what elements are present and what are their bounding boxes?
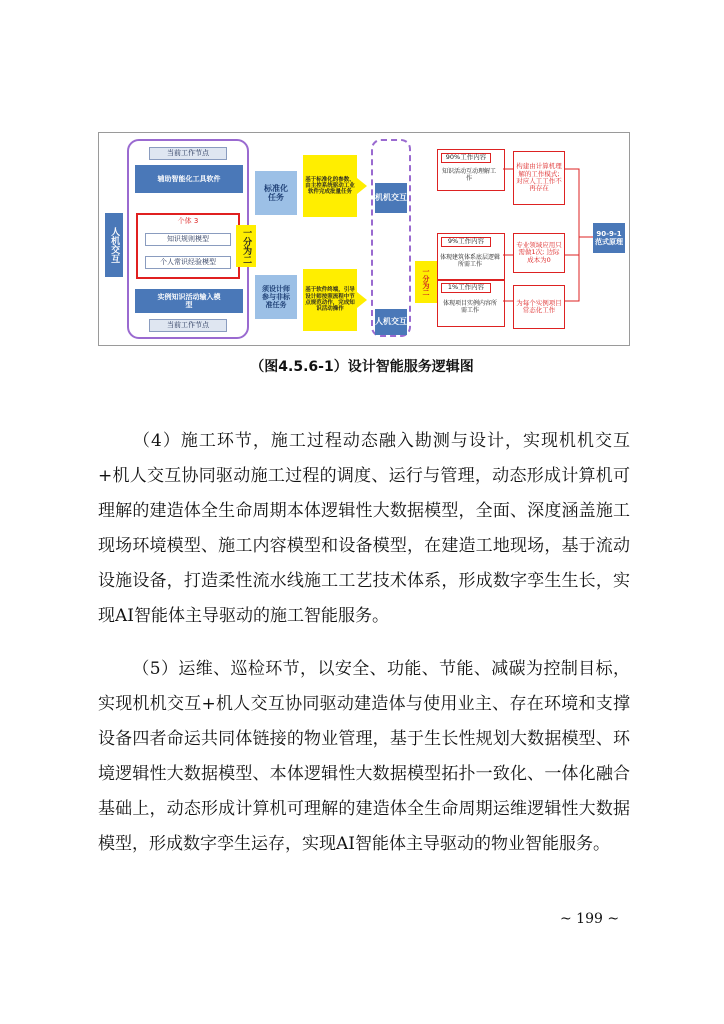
pct1-desc: 体现项目实例内容所需工作 xyxy=(442,300,497,314)
outcome-3: 为每个实例项目常态化工作 xyxy=(513,285,565,329)
outcome-1: 构建由计算机理解的工作模式; 对应人工工作不再存在 xyxy=(513,151,565,205)
figure-caption: （图4.5.6-1）设计智能服务逻辑图 xyxy=(250,359,474,375)
machine-machine-box: 机机交互 xyxy=(375,183,407,213)
experience-model: 个人常识经验模型 xyxy=(145,256,231,269)
nonstandard-task-box: 须设计师参与非标准任务 xyxy=(255,275,297,319)
instance-knowledge-box: 实例知识活动输入模型 xyxy=(135,289,243,313)
tool-software-box: 辅助智能化工具软件 xyxy=(135,165,243,193)
standard-task-box: 标准化任务 xyxy=(255,171,297,215)
connector-lines xyxy=(99,133,629,345)
human-machine-left-label: 人机交互 xyxy=(105,213,123,277)
paragraph-text: （5）运维、巡检环节，以安全、功能、节能、减碳为控制目标，实现机机交互+机人交互协同驱动建造体与使用业主、存在环境和支撑设备四者命运共同体链接的物业管理，基于生长性规划大数据模型、环境逻辑性大数据模型、本体逻辑性大数据模型拓扑一致化、一体化融合基础上，动态形成计算机可理解的建造体全生命周期运维逻辑性大数据模型，形成数字孪生运存，实现AI智能体主导驱动的物业智能服务。 xyxy=(98,659,630,854)
current-node-top: 当前工作节点 xyxy=(149,147,227,160)
nonstandard-desc: 基于软件终端，引导设计师按照流程中节点规范动作，完成知识活动操作 xyxy=(303,269,357,331)
knowledge-rule-model: 知识规则模型 xyxy=(145,233,231,246)
paragraph-text: （4）施工环节，施工过程动态融入勘测与设计，实现机机交互+机人交互协同驱动施工过程的调度、运行与管理，动态形成计算机可理解的建造体全生命周期本体逻辑性大数据模型，全面、深度涵盖施工现场环境模型、施工内容模型和设备模型，在建造工地现场，基于流动设施设备，打造柔性流水线施工工艺技术体系，形成数字孪生生长，实现AI智能体主导驱动的施工智能服务。 xyxy=(98,431,630,626)
pct90-label: 90%工作内容 xyxy=(441,153,491,163)
current-node-bottom: 当前工作节点 xyxy=(149,319,227,332)
paragraph-construction xyxy=(98,424,630,634)
human-machine-box: 人机交互 xyxy=(375,309,407,335)
pct9-label: 9%工作内容 xyxy=(441,237,491,247)
principle-box: 90-9-1范式原理 xyxy=(593,223,625,253)
individual-title: 个体 3 xyxy=(177,216,199,225)
design-service-logic-diagram xyxy=(98,132,630,346)
page-number: ~ 199 ~ xyxy=(560,911,620,927)
pct1-label: 1%工作内容 xyxy=(441,283,491,293)
pct90-desc: 知识活动互动理解工作 xyxy=(441,168,496,182)
split-label-1: 一分为二 xyxy=(236,225,256,267)
paragraph-operation xyxy=(98,652,630,862)
outcome-2: 专业领域应用只需做1次; 边际成本为0 xyxy=(513,233,565,273)
pct9-desc: 体现建筑体系底层逻辑所需工作 xyxy=(439,254,500,268)
standard-desc: 基于标准化的参数、由主控系统驱动工业软件完成批量任务 xyxy=(303,155,357,217)
split-label-2: 一分为二 xyxy=(415,261,437,303)
